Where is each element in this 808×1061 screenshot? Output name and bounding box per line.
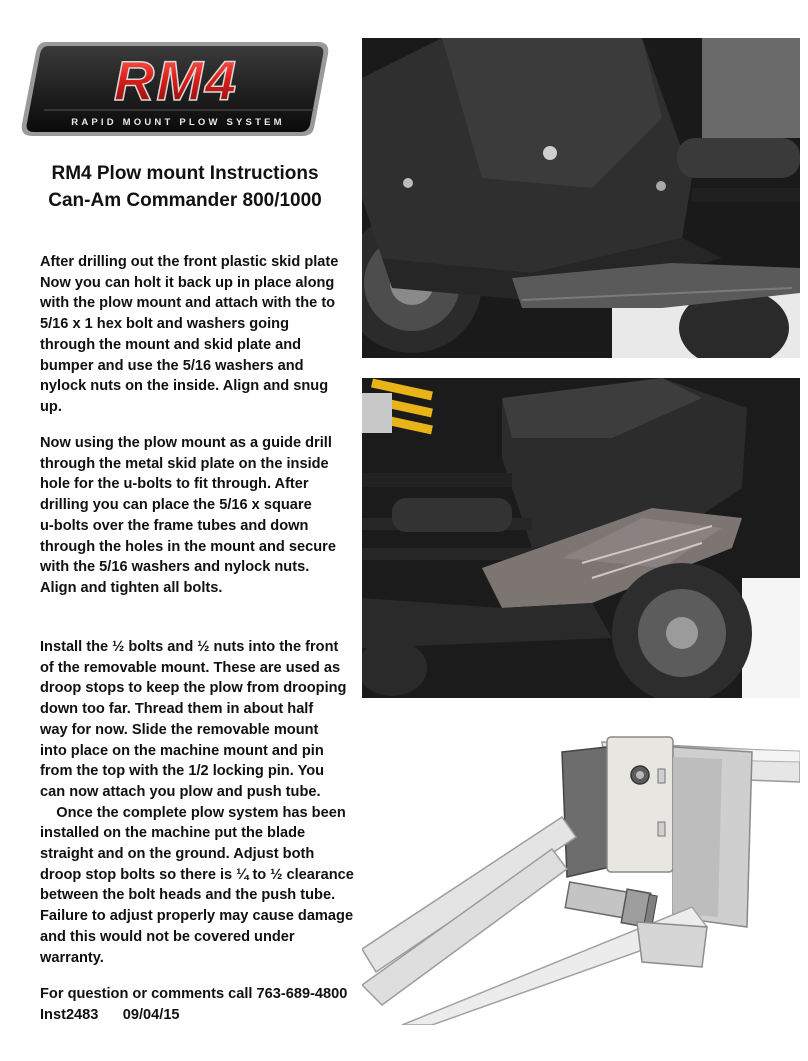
text-line: can now attach you plow and push tube. [40,783,321,800]
text-line: 5/16 x 1 hex bolt and washers going [40,316,289,333]
text-line: drilling you can place the 5/16 x square [40,497,312,514]
contact-phone-line: For question or comments call 763-689-4800 [40,986,348,1002]
diagram-droop-stop [362,727,800,1025]
text-line: down too far. Thread them in about half [40,701,314,718]
text-line: straight and on the ground. Adjust both [40,846,315,863]
rm4-logo [18,38,334,140]
text-line: Once the complete plow system has been [40,804,346,821]
text-line: installed on the machine put the blade [40,825,306,842]
text-line: droop stops to keep the plow from drooping [40,680,347,697]
logo-tagline: RAPID MOUNT PLOW SYSTEM [71,117,285,128]
title-line-1: RM4 Plow mount Instructions [51,163,319,184]
instruction-number-date: Inst2483 09/04/15 [40,1006,180,1023]
text-line: Failure to adjust properly may cause damage [40,908,354,925]
text-line: way for now. Slide the removable mount [40,721,319,738]
text-line: u-bolts over the frame tubes and down [40,517,309,534]
instruction-paragraph-3 [40,637,360,968]
photo-skid-plate-mount [362,38,800,358]
text-line: warranty. [40,949,104,966]
text-line: After drilling out the front plastic skid plate [40,254,339,270]
logo-brand-text: RM4 [113,49,239,112]
text-line: through the mount and skid plate and [40,336,302,353]
instruction-paragraph-1 [40,252,360,418]
text-line: Align and tighten all bolts. [40,579,223,596]
text-line: hole for the u-bolts to fit through. After [40,476,309,493]
text-line: into place on the machine mount and pin [40,742,324,759]
title-line-2: Can-Am Commander 800/1000 [48,190,322,211]
photo-u-bolts-removable-mount [362,378,800,698]
contact-info [40,984,360,1025]
page-title [30,160,340,214]
text-line: Install the ½ bolts and ½ nuts into the front [40,639,339,655]
text-line: from the top with the 1/2 locking pin. You [40,763,325,780]
text-line: Now you can holt it back up in place along [40,274,335,291]
text-line: and this would not be covered under [40,928,295,945]
text-line: droop stop bolts so there is ¼ to ½ clearance [40,866,354,883]
text-line: between the bolt heads and the push tube. [40,887,336,904]
instruction-paragraph-2 [40,433,360,599]
text-line: through the metal skid plate on the inside [40,455,329,472]
text-line: with the 5/16 washers and nylock nuts. [40,559,310,576]
text-line: up. [40,398,62,415]
text-line: through the holes in the mount and secure [40,538,336,555]
text-line: with the plow mount and attach with the to [40,295,336,312]
text-line: bumper and use the 5/16 washers and [40,357,304,374]
text-line: Now using the plow mount as a guide drill [40,435,332,451]
text-line: of the removable mount. These are used as [40,659,341,676]
text-line: nylock nuts on the inside. Align and snug [40,378,329,395]
